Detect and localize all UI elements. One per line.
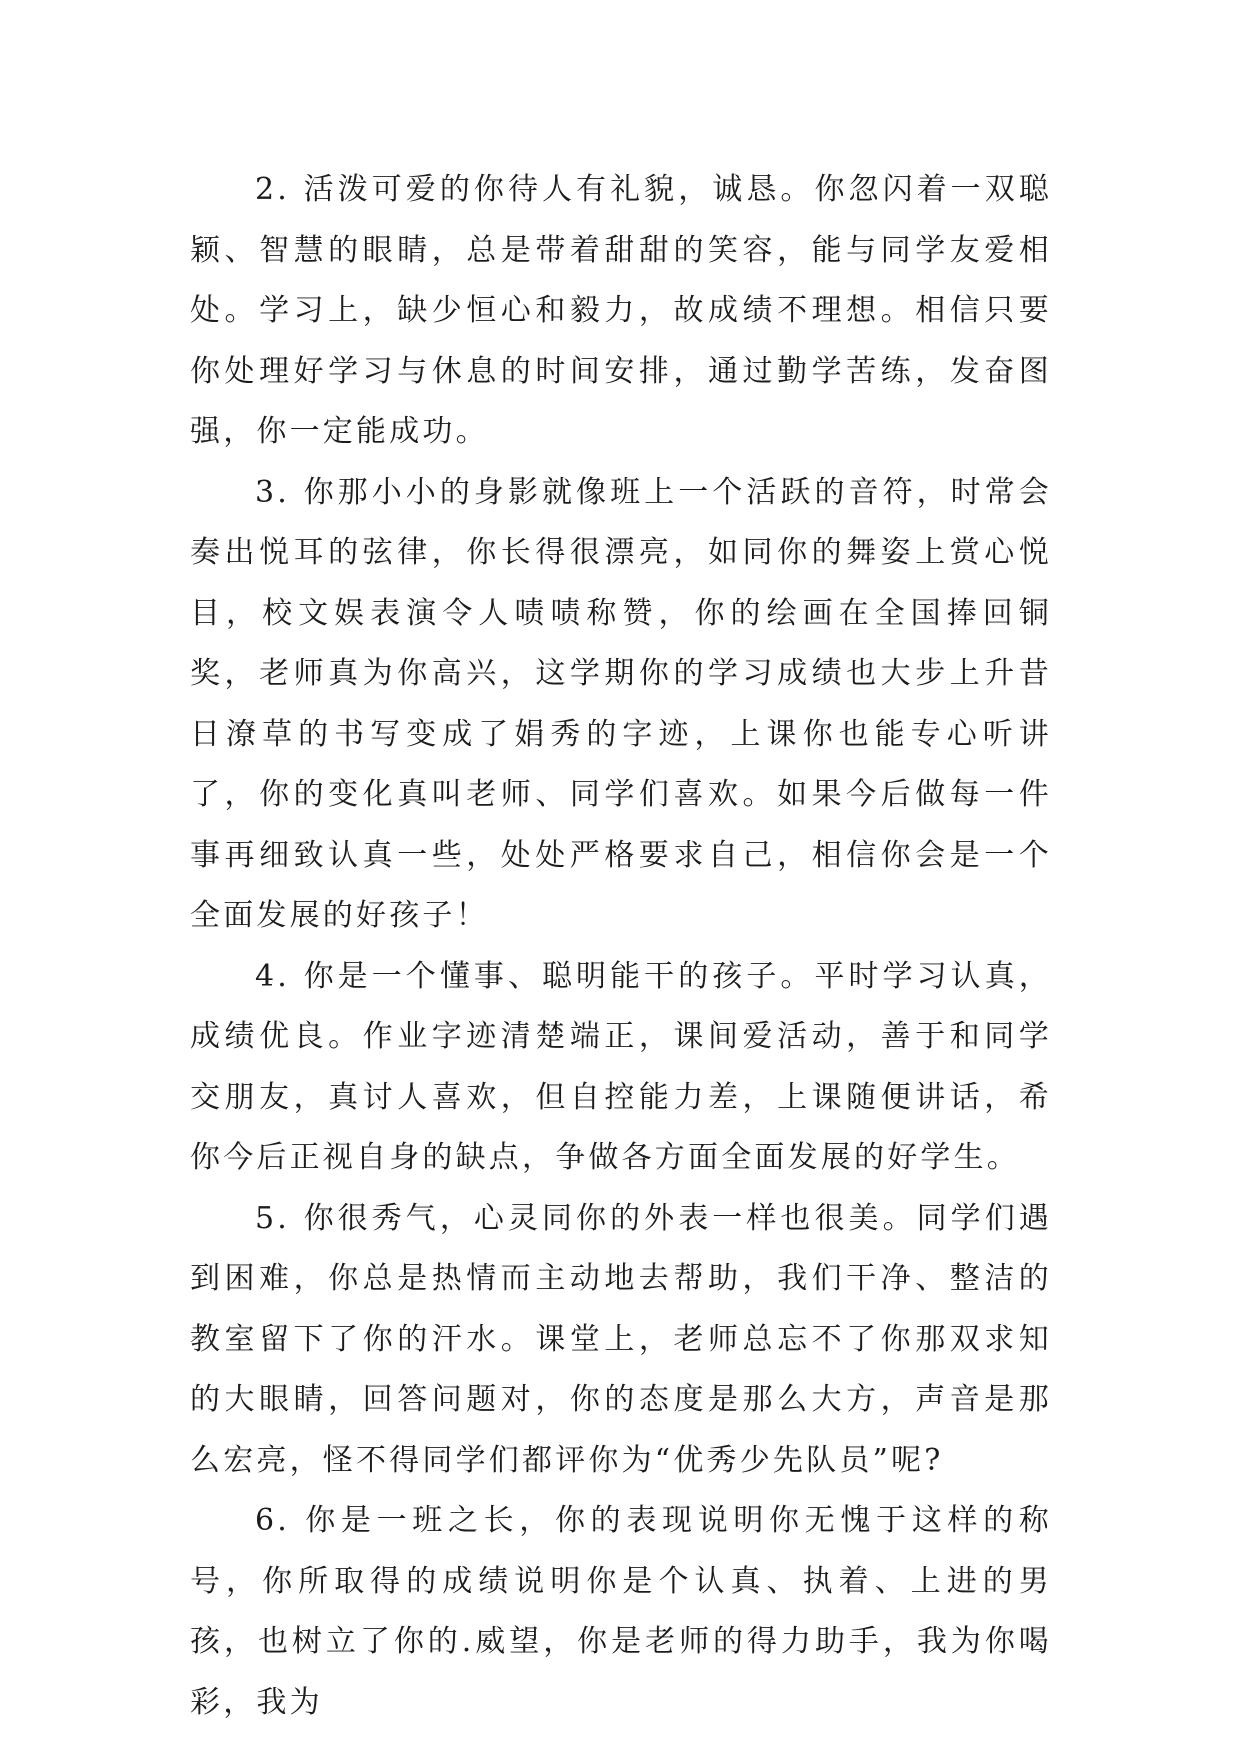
paragraph-4: 4. 你是一个懂事、聪明能干的孩子。平时学习认真，成绩优良。作业字迹清楚端正，课间爱活动，善于和同学交朋友，真讨人喜欢，但自控能力差，上课随便讲话，希你今后正视自身的缺点，争做各方面全面发展的好学生。 [190,958,1052,1175]
paragraph-3: 3. 你那小小的身影就像班上一个活跃的音符，时常会奏出悦耳的弦律，你长得很漂亮，如同你的舞姿上赏心悦目，校文娱表演令人啧啧称赞，你的绘画在全国捧回铜奖，老师真为你高兴，这学期你的学习成绩也大步上升昔日潦草的书写变成了娟秀的字迹，上课你也能专心听讲了，你的变化真叫老师、同学们喜欢。如果今后做每一件事再细致认真一些，处处严格要求自己，相信你会是一个全面发展的好孩子！ [190,474,1052,933]
paragraph-5: 5. 你很秀气，心灵同你的外表一样也很美。同学们遇到困难，你总是热情而主动地去帮助，我们干净、整洁的教室留下了你的汗水。课堂上，老师总忘不了你那双求知的大眼睛，回答问题对，你的态度是那么大方，声音是那么宏亮，怪不得同学们都评你为“优秀少先队员”呢? [190,1200,1052,1478]
paragraph-6: 6. 你是一班之长，你的表现说明你无愧于这样的称号，你所取得的成绩说明你是个认真、执着、上进的男孩，也树立了你的.威望，你是老师的得力助手，我为你喝彩，我为 [190,1503,1052,1720]
paragraph-2: 2. 活泼可爱的你待人有礼貌，诚恳。你忽闪着一双聪颖、智慧的眼睛，总是带着甜甜的笑容，能与同学友爱相处。学习上，缺少恒心和毅力，故成绩不理想。相信只要你处理好学习与休息的时间安排，通过勤学苦练，发奋图强，你一定能成功。 [190,172,1052,449]
document-body [190,160,1052,1733]
